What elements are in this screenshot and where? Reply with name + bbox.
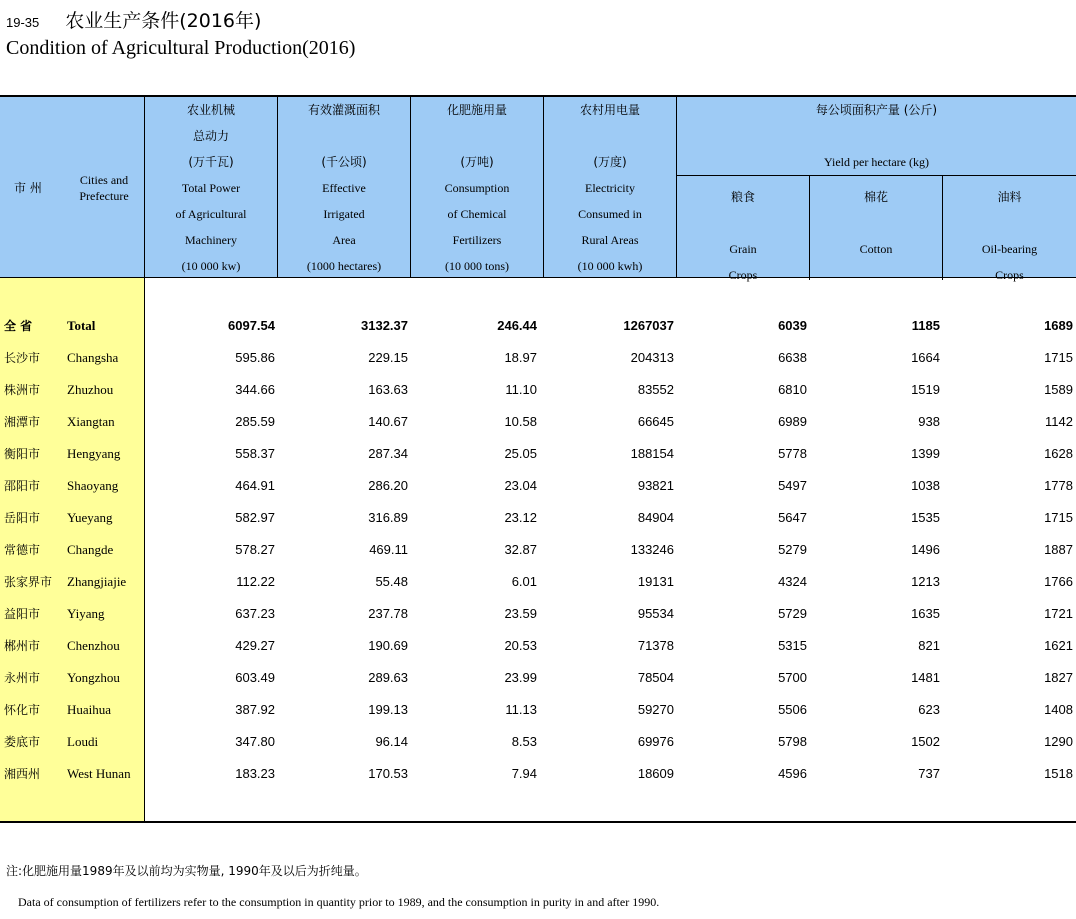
- cell-fert: 32.87: [504, 542, 537, 557]
- table-title-en: Condition of Agricultural Production(2016): [6, 37, 356, 59]
- header-city-en: [72, 172, 136, 204]
- header-cotton-column: [810, 175, 943, 280]
- cell-elec: 18609: [637, 766, 674, 781]
- header-oil-cn: 油料: [997, 190, 1022, 204]
- header-city-en-line2: Prefecture: [79, 189, 129, 203]
- cell-cotton: 1481: [911, 670, 940, 685]
- cell-cotton: 1399: [911, 446, 940, 461]
- cell-city-cn: 娄底市: [4, 735, 41, 749]
- header-cotton-spacer: [810, 210, 942, 236]
- cell-irrigated: 3132.37: [361, 318, 408, 333]
- cell-oil: 1715: [1044, 510, 1073, 525]
- header-oil-en2: Crops: [995, 268, 1024, 282]
- cell-power: 285.59: [235, 414, 275, 429]
- cell-city-cn: 郴州市: [4, 639, 41, 653]
- cell-oil: 1689: [1044, 318, 1073, 333]
- header-oil-column: [943, 175, 1076, 280]
- cell-grain: 6039: [778, 318, 807, 333]
- cell-elec: 133246: [630, 542, 674, 557]
- cell-oil: 1715: [1044, 350, 1073, 365]
- footnote-cn: 注:化肥施用量1989年及以前均为实物量, 1990年及以后为折纯量。: [6, 864, 367, 878]
- cell-oil: 1621: [1044, 638, 1073, 653]
- cell-fert: 23.59: [504, 606, 537, 621]
- header-oil-en1: Oil-bearing: [981, 242, 1038, 256]
- cell-irrigated: 140.67: [368, 414, 408, 429]
- header-oil-spacer: [943, 210, 1076, 236]
- table-row: [0, 566, 1076, 598]
- cell-fert: 10.58: [504, 414, 537, 429]
- cell-fert: 23.12: [504, 510, 537, 525]
- cell-grain: 4324: [778, 574, 807, 589]
- cell-grain: 4596: [778, 766, 807, 781]
- header-grain-spacer: [677, 210, 809, 236]
- cell-city-en: Yongzhou: [67, 670, 120, 685]
- cell-elec: 93821: [637, 478, 674, 493]
- header-city-column: [0, 97, 145, 277]
- cell-elec: 1267037: [623, 318, 674, 333]
- cell-fert: 23.99: [504, 670, 537, 685]
- cell-power: 112.22: [236, 574, 275, 589]
- cell-power: 582.97: [235, 510, 275, 525]
- table-row: [0, 598, 1076, 630]
- cell-power: 183.23: [235, 766, 275, 781]
- cell-grain: 5497: [778, 478, 807, 493]
- cell-grain: 5729: [778, 606, 807, 621]
- cell-grain: 5506: [778, 702, 807, 717]
- cell-grain: 5279: [778, 542, 807, 557]
- header-irrigated-spacer: [278, 123, 410, 149]
- cell-oil: 1518: [1044, 766, 1073, 781]
- cell-irrigated: 229.15: [368, 350, 408, 365]
- cell-cotton: 1502: [911, 734, 940, 749]
- header-electricity-l4: Electricity: [585, 181, 635, 195]
- table-row: [0, 470, 1076, 502]
- cell-grain: 5778: [778, 446, 807, 461]
- header-fertilizer-l5: of Chemical: [447, 207, 507, 221]
- cell-cotton: 1535: [911, 510, 940, 525]
- cell-fert: 8.53: [511, 734, 537, 749]
- header-yield-cn: 每公顷面积产量 (公斤): [815, 103, 938, 117]
- header-yield-group: [677, 97, 1076, 175]
- header-power-l4: Total Power: [181, 181, 241, 195]
- header-grain-en2: Crops: [728, 268, 758, 282]
- cell-city-en: Changsha: [67, 350, 119, 365]
- table-row: [0, 694, 1076, 726]
- header-electricity-l5: Consumed in: [578, 207, 642, 221]
- cell-irrigated: 469.11: [369, 542, 408, 557]
- cell-city-cn: 常德市: [4, 543, 41, 557]
- cell-oil: 1778: [1044, 478, 1073, 493]
- table-number: 19-35: [6, 15, 40, 30]
- cell-elec: 83552: [637, 382, 674, 397]
- cell-city-en: Yueyang: [67, 510, 113, 525]
- cell-power: 558.37: [235, 446, 275, 461]
- cell-elec: 95534: [637, 606, 674, 621]
- header-city-cn: 市 州: [14, 181, 42, 195]
- header-grain-lines: [677, 184, 809, 288]
- header-cotton-lines: [810, 184, 942, 262]
- cell-elec: 188154: [630, 446, 674, 461]
- cell-irrigated: 170.53: [368, 766, 408, 781]
- cell-grain: 5647: [778, 510, 807, 525]
- cell-cotton: 737: [918, 766, 940, 781]
- table-row: [0, 662, 1076, 694]
- table-title-cn-text: 农业生产条件(2016年): [65, 10, 262, 32]
- cell-city-cn: 全 省: [4, 319, 33, 333]
- cell-city-en: Zhangjiajie: [67, 574, 127, 589]
- table-title-cn: [6, 6, 261, 33]
- cell-power: 464.91: [235, 478, 275, 493]
- cell-cotton: 1519: [911, 382, 940, 397]
- header-fertilizer-lines: [411, 97, 543, 279]
- cell-city-cn: 邵阳市: [4, 479, 41, 493]
- header-electricity-spacer: [544, 123, 676, 149]
- footnote-en: Data of consumption of fertilizers refer to the consumption in quantity prior to 1989, and the consumption in purity in and after 1990.: [18, 895, 660, 909]
- header-irrigated-l1: 有效灌溉面积: [307, 103, 380, 117]
- header-fertilizer-column: [411, 97, 544, 277]
- cell-city-en: Yiyang: [67, 606, 105, 621]
- cell-irrigated: 286.20: [368, 478, 408, 493]
- header-power-l7: (10 000 kw): [181, 259, 241, 273]
- cell-oil: 1766: [1044, 574, 1073, 589]
- cell-city-cn: 长沙市: [4, 351, 41, 365]
- cell-elec: 66645: [637, 414, 674, 429]
- header-electricity-column: [544, 97, 677, 277]
- cell-oil: 1142: [1045, 414, 1073, 429]
- cell-elec: 204313: [630, 350, 674, 365]
- table-row: [0, 758, 1076, 790]
- cell-cotton: 623: [918, 702, 940, 717]
- cell-oil: 1721: [1044, 606, 1073, 621]
- cell-irrigated: 289.63: [368, 670, 408, 685]
- cell-city-cn: 怀化市: [4, 703, 41, 717]
- cell-city-cn: 益阳市: [4, 607, 41, 621]
- cell-city-cn: 湘西州: [4, 767, 41, 781]
- cell-oil: 1628: [1044, 446, 1073, 461]
- cell-fert: 25.05: [504, 446, 537, 461]
- cell-fert: 11.10: [505, 382, 537, 397]
- cell-city-cn: 永州市: [4, 671, 41, 685]
- cell-grain: 5798: [778, 734, 807, 749]
- header-fertilizer-l7: (10 000 tons): [445, 259, 509, 273]
- cell-city-en: Changde: [67, 542, 114, 557]
- cell-city-cn: 张家界市: [4, 575, 53, 589]
- cell-elec: 84904: [637, 510, 674, 525]
- cell-city-en: Loudi: [67, 734, 99, 749]
- cell-city-cn: 岳阳市: [4, 511, 41, 525]
- cell-cotton: 1496: [911, 542, 940, 557]
- cell-power: 347.80: [235, 734, 275, 749]
- cell-grain: 6638: [778, 350, 807, 365]
- cell-power: 578.27: [235, 542, 275, 557]
- header-irrigated-l5: Irrigated: [323, 207, 365, 221]
- cell-fert: 7.94: [511, 766, 537, 781]
- header-irrigated-lines: [278, 97, 410, 279]
- table-bottom-rule: [0, 821, 1076, 823]
- header-power-l3: (万千瓦): [188, 155, 234, 169]
- cell-city-en: Hengyang: [67, 446, 121, 461]
- cell-fert: 20.53: [504, 638, 537, 653]
- cell-city-en: Total: [67, 318, 96, 333]
- cell-city-en: West Hunan: [67, 766, 131, 781]
- cell-elec: 71378: [637, 638, 674, 653]
- cell-elec: 59270: [637, 702, 674, 717]
- cell-city-cn: 株洲市: [4, 383, 41, 397]
- header-irrigated-column: [278, 97, 411, 277]
- cell-irrigated: 199.13: [368, 702, 408, 717]
- header-power-l6: Machinery: [185, 233, 237, 247]
- header-irrigated-l3: (千公顷): [321, 155, 367, 169]
- header-electricity-l6: Rural Areas: [581, 233, 639, 247]
- cell-grain: 5700: [778, 670, 807, 685]
- header-oil-lines: [943, 184, 1076, 288]
- header-electricity-l3: (万度): [593, 155, 627, 169]
- table-row: [0, 438, 1076, 470]
- cell-grain: 6810: [778, 382, 807, 397]
- table-row: [0, 342, 1076, 374]
- cell-city-en: Zhuzhou: [67, 382, 114, 397]
- cell-city-en: Chenzhou: [67, 638, 120, 653]
- header-power-column: [145, 97, 278, 277]
- cell-fert: 246.44: [497, 318, 537, 333]
- table-row: [0, 502, 1076, 534]
- cell-fert: 23.04: [504, 478, 537, 493]
- table-row: [0, 406, 1076, 438]
- header-grain-column: [677, 175, 810, 280]
- cell-power: 387.92: [235, 702, 275, 717]
- cell-city-en: Shaoyang: [67, 478, 119, 493]
- cell-city-en: Xiangtan: [67, 414, 115, 429]
- header-electricity-l7: (10 000 kwh): [577, 259, 643, 273]
- cell-fert: 11.13: [505, 702, 537, 717]
- cell-elec: 78504: [637, 670, 674, 685]
- cell-grain: 6989: [778, 414, 807, 429]
- cell-irrigated: 163.63: [368, 382, 408, 397]
- header-yield-en: Yield per hectare (kg): [824, 155, 929, 169]
- cell-cotton: 821: [918, 638, 940, 653]
- cell-irrigated: 96.14: [375, 734, 408, 749]
- cell-elec: 69976: [637, 734, 674, 749]
- cell-irrigated: 237.78: [368, 606, 408, 621]
- cell-irrigated: 190.69: [368, 638, 408, 653]
- header-irrigated-l4: Effective: [322, 181, 366, 195]
- cell-oil: 1408: [1044, 702, 1073, 717]
- table-row: [0, 630, 1076, 662]
- header-irrigated-l7: (1000 hectares): [306, 259, 382, 273]
- cell-power: 429.27: [235, 638, 275, 653]
- cell-oil: 1290: [1044, 734, 1073, 749]
- cell-cotton: 1213: [911, 574, 940, 589]
- header-cotton-en: Cotton: [859, 242, 893, 256]
- cell-cotton: 1038: [911, 478, 940, 493]
- cell-power: 595.86: [235, 350, 275, 365]
- cell-fert: 18.97: [504, 350, 537, 365]
- cell-power: 344.66: [235, 382, 275, 397]
- cell-cotton: 1635: [911, 606, 940, 621]
- header-fertilizer-l4: Consumption: [444, 181, 510, 195]
- table-header: [0, 95, 1076, 282]
- header-cotton-cn: 棉花: [863, 190, 888, 204]
- cell-power: 6097.54: [228, 318, 275, 333]
- cell-oil: 1827: [1044, 670, 1073, 685]
- header-power-lines: [145, 97, 277, 279]
- header-grain-en1: Grain: [729, 242, 757, 256]
- header-fertilizer-l6: Fertilizers: [452, 233, 502, 247]
- cell-oil: 1589: [1044, 382, 1073, 397]
- header-electricity-l1: 农村用电量: [579, 103, 640, 117]
- cell-irrigated: 316.89: [368, 510, 408, 525]
- cell-power: 637.23: [235, 606, 275, 621]
- header-irrigated-l6: Area: [332, 233, 356, 247]
- cell-irrigated: 55.48: [375, 574, 408, 589]
- table-row: [0, 374, 1076, 406]
- cell-city-en: Huaihua: [67, 702, 112, 717]
- cell-cotton: 938: [918, 414, 940, 429]
- cell-oil: 1887: [1044, 542, 1073, 557]
- cell-fert: 6.01: [511, 574, 537, 589]
- cell-elec: 19131: [637, 574, 674, 589]
- cell-cotton: 1185: [911, 318, 940, 333]
- header-fertilizer-l3: (万吨): [460, 155, 494, 169]
- table-row: [0, 534, 1076, 566]
- header-city-en-line1: Cities and: [79, 173, 129, 187]
- cell-grain: 5315: [778, 638, 807, 653]
- header-electricity-lines: [544, 97, 676, 279]
- header-power-l1: 农业机械: [186, 103, 235, 117]
- table-row-total: [0, 310, 1076, 342]
- header-power-l2: 总动力: [192, 129, 229, 143]
- cell-city-cn: 湘潭市: [4, 415, 41, 429]
- table-row: [0, 726, 1076, 758]
- cell-city-cn: 衡阳市: [4, 447, 41, 461]
- header-power-l5: of Agricultural: [175, 207, 247, 221]
- cell-power: 603.49: [235, 670, 275, 685]
- header-fertilizer-l1: 化肥施用量: [446, 103, 507, 117]
- header-fertilizer-spacer: [411, 123, 543, 149]
- cell-cotton: 1664: [911, 350, 940, 365]
- header-grain-cn: 粮食: [730, 190, 755, 204]
- cell-irrigated: 287.34: [368, 446, 408, 461]
